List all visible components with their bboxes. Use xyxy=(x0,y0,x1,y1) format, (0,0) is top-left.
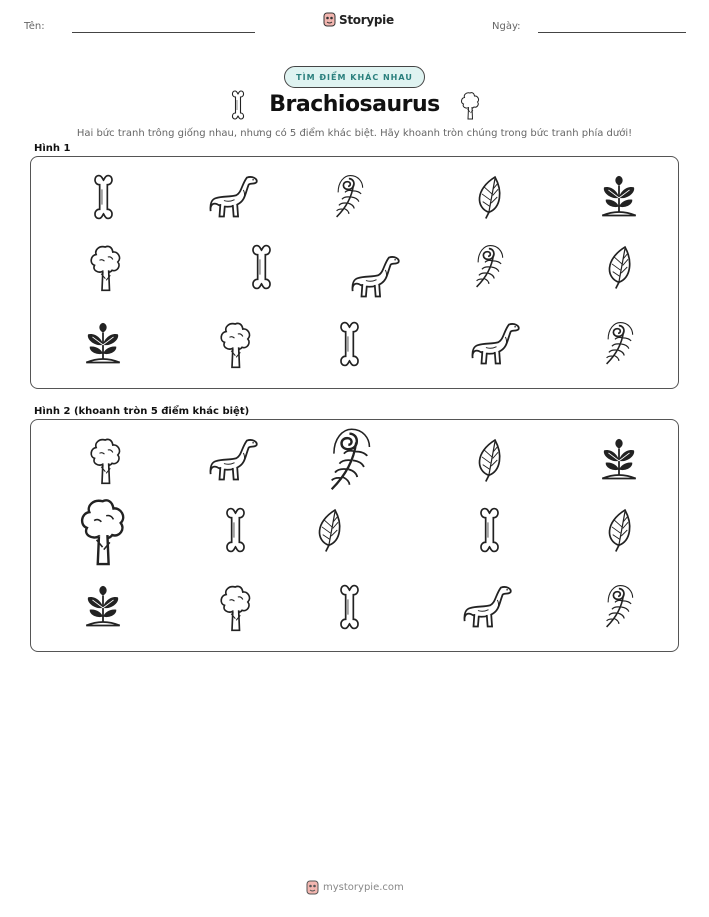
dinosaur-icon[interactable] xyxy=(350,254,403,300)
name-label: Tên: xyxy=(24,21,45,32)
plant-icon[interactable] xyxy=(81,322,125,366)
plant-icon[interactable] xyxy=(81,585,125,629)
plant-icon[interactable] xyxy=(597,175,641,219)
bone-icon[interactable] xyxy=(338,321,361,367)
bone-icon[interactable] xyxy=(92,174,115,220)
picture2-label: Hình 2 (khoanh tròn 5 điểm khác biệt) xyxy=(34,406,250,417)
bone-icon[interactable] xyxy=(250,244,273,290)
fern-icon[interactable] xyxy=(602,584,636,630)
tree-icon[interactable] xyxy=(217,319,254,369)
dinosaur-icon[interactable] xyxy=(208,437,261,483)
dinosaur-icon[interactable] xyxy=(208,174,261,220)
fern-icon[interactable] xyxy=(472,244,506,290)
tree-icon[interactable] xyxy=(217,582,254,632)
date-label: Ngày: xyxy=(492,21,521,32)
picture2-panel[interactable] xyxy=(30,419,679,652)
bone-icon[interactable] xyxy=(478,507,501,553)
fern-icon[interactable] xyxy=(602,321,636,367)
fern-icon[interactable] xyxy=(332,174,366,220)
page-title: Brachiosaurus xyxy=(269,92,440,117)
leaf-icon[interactable] xyxy=(472,174,506,220)
picture1-panel[interactable] xyxy=(30,156,679,389)
date-line[interactable] xyxy=(538,32,686,33)
tree-icon[interactable] xyxy=(87,242,124,292)
bone-icon[interactable] xyxy=(338,584,361,630)
leaf-icon[interactable] xyxy=(602,507,636,553)
leaf-icon[interactable] xyxy=(312,507,346,553)
dinosaur-icon[interactable] xyxy=(462,584,515,630)
name-line[interactable] xyxy=(72,32,255,33)
brand-logo xyxy=(323,12,394,27)
tree-icon[interactable] xyxy=(87,435,124,485)
fern-icon[interactable] xyxy=(325,427,374,494)
mascot-icon xyxy=(323,12,336,27)
tree-icon[interactable] xyxy=(76,494,129,567)
instructions: Hai bức tranh trông giống nhau, nhưng có 5 điểm khác biệt. Hãy khoanh tròn chúng trong bức tranh phía dưới! xyxy=(76,128,633,139)
activity-badge: TÌM ĐIỂM KHÁC NHAU xyxy=(284,66,425,88)
brand-name: Storypie xyxy=(339,12,394,27)
footer-mascot-icon xyxy=(306,880,319,895)
footer-url: mystorypie.com xyxy=(323,882,404,893)
plant-icon[interactable] xyxy=(597,438,641,482)
bone-icon[interactable] xyxy=(224,507,247,553)
leaf-icon[interactable] xyxy=(602,244,636,290)
footer xyxy=(306,880,404,895)
picture1-label: Hình 1 xyxy=(34,143,71,154)
title-tree-icon xyxy=(459,90,481,120)
dinosaur-icon[interactable] xyxy=(470,321,523,367)
leaf-icon[interactable] xyxy=(472,437,506,483)
